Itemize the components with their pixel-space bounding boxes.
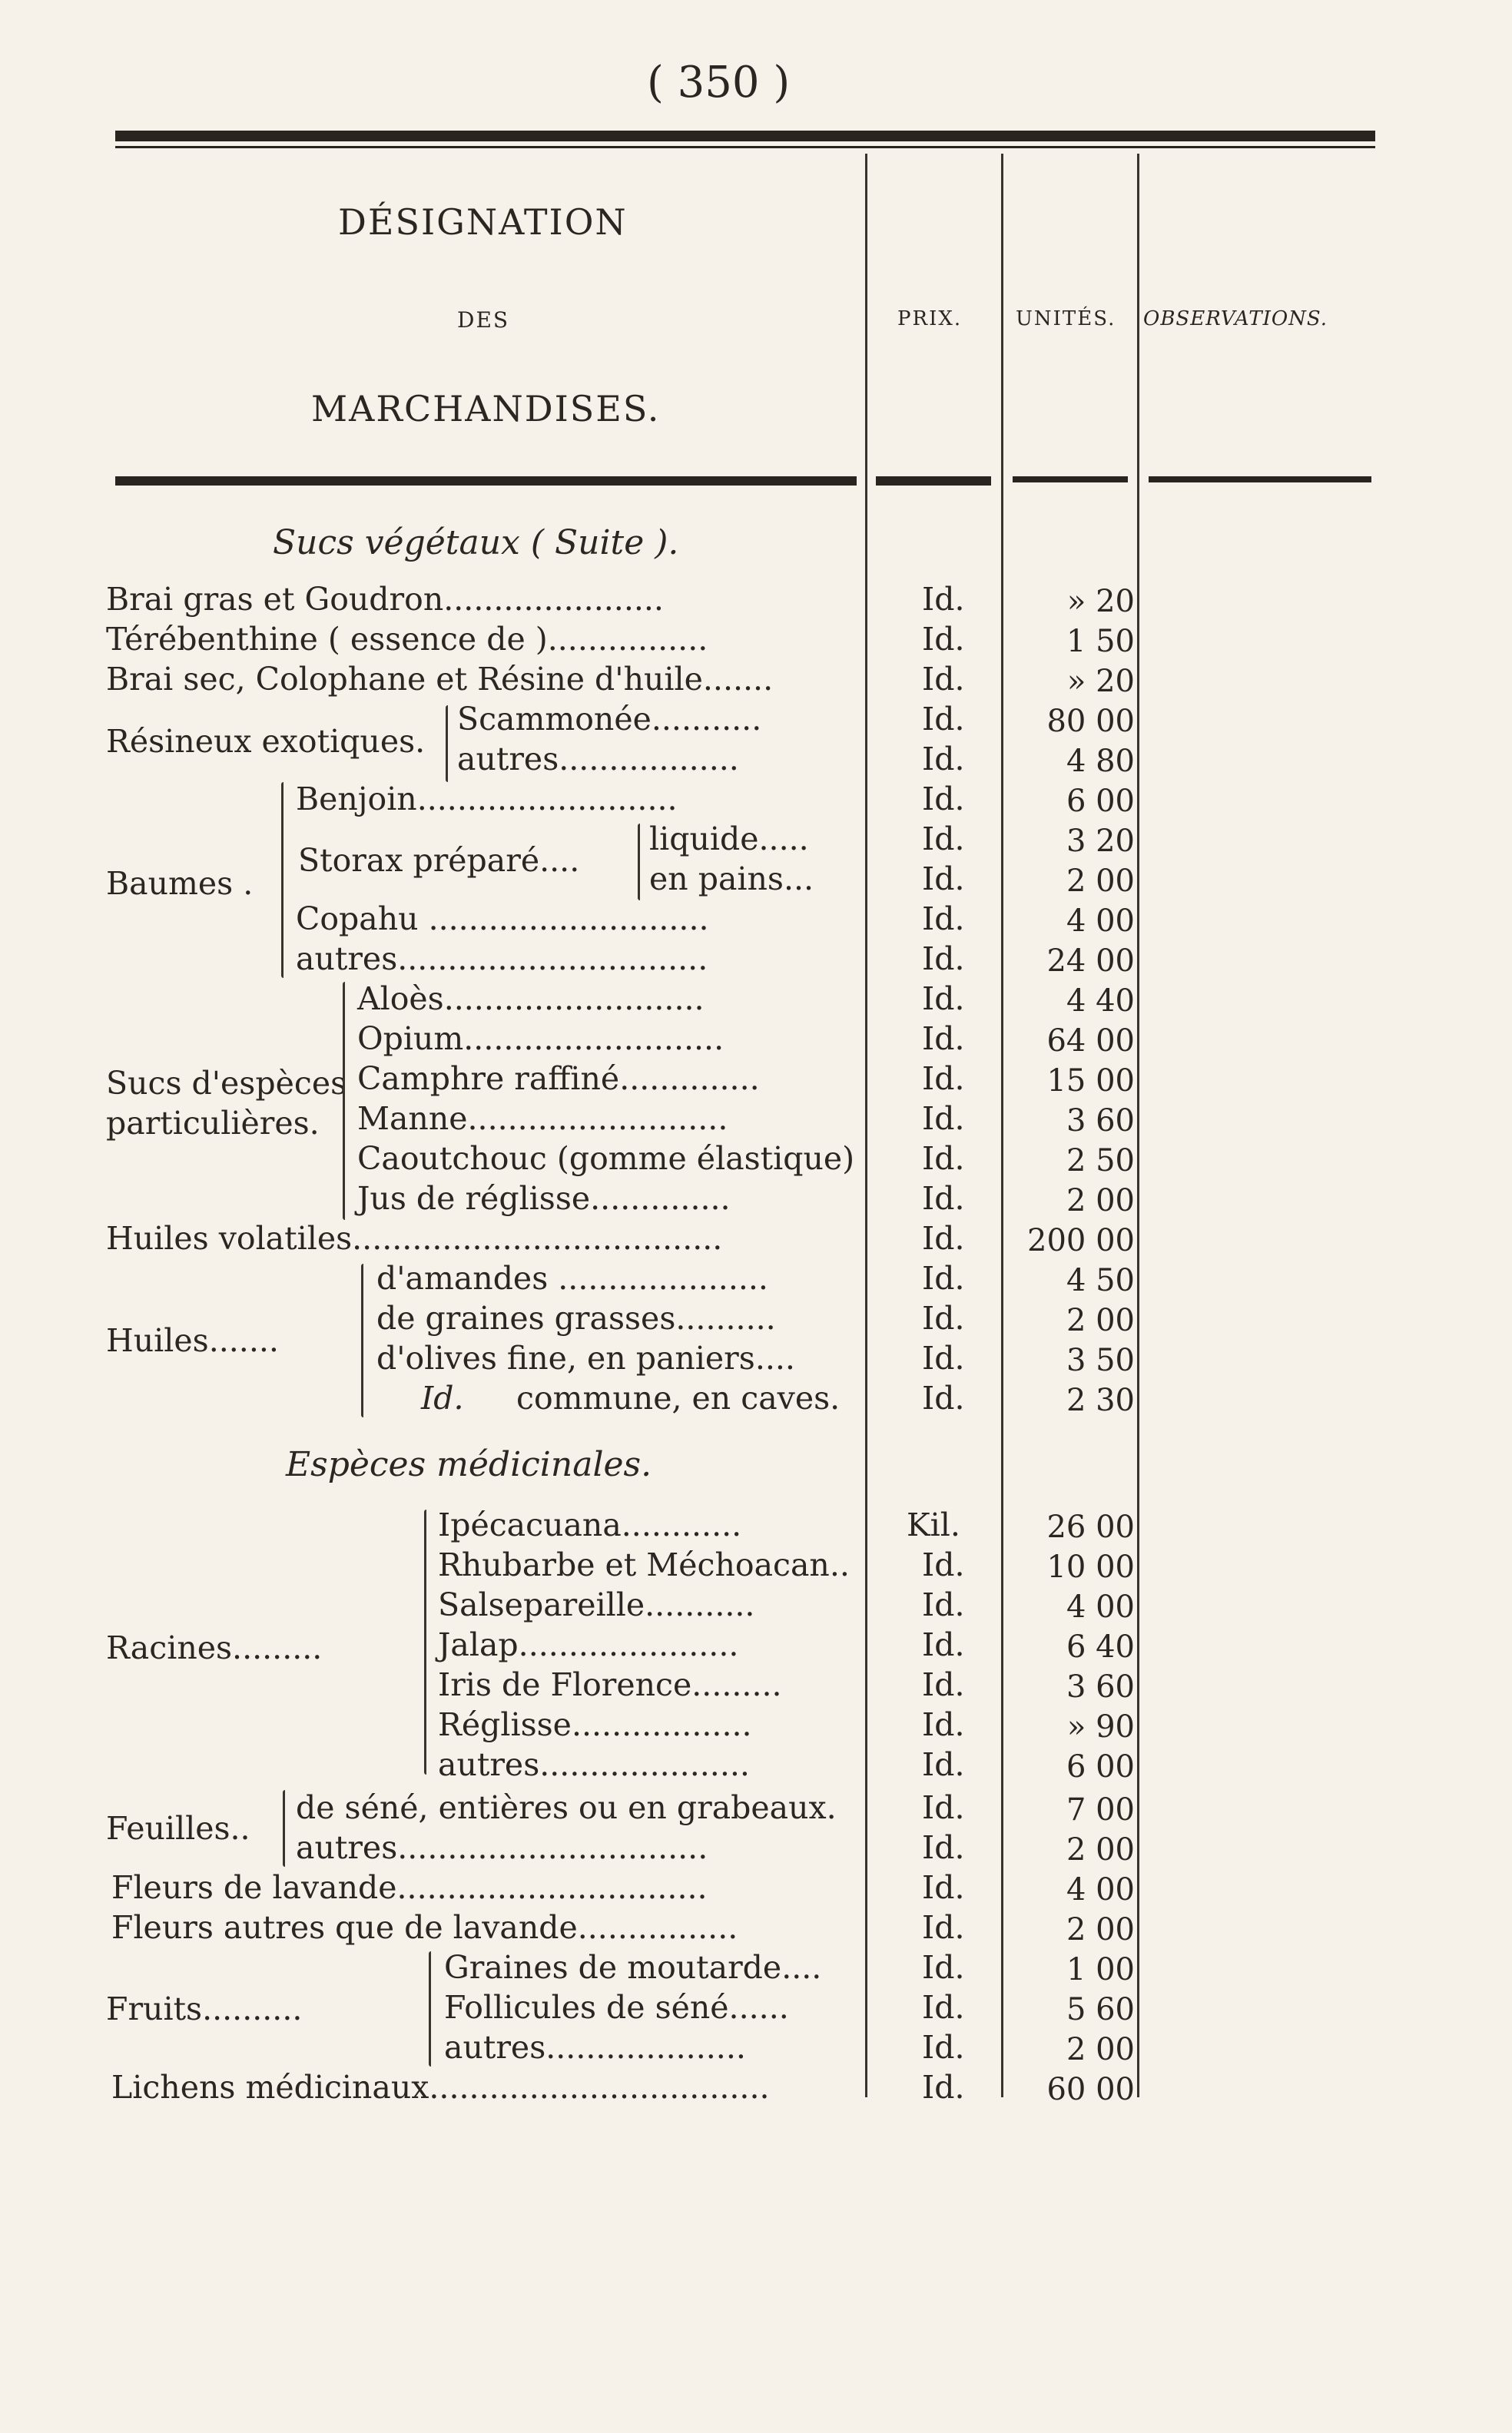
row-unite: 2 00 [1066, 2032, 1135, 2067]
row-unite: 4 80 [1066, 744, 1135, 779]
row-prix: Id. [922, 940, 965, 977]
row-unite: 7 00 [1066, 1792, 1135, 1828]
group-sucs-especes-2: particulières. [106, 1105, 320, 1142]
row-label: Copahu ............................ [296, 900, 709, 937]
row-prix: Id. [922, 781, 965, 817]
row-label: Ipécacuana............ [438, 1507, 742, 1543]
row-label: Brai sec, Colophane et Résine d'huile....... [106, 661, 774, 698]
row-prix: Id. [922, 621, 965, 658]
brace-feuilles [283, 1790, 285, 1867]
row-prix: Id. [922, 1100, 965, 1137]
row-label: Réglisse.................. [438, 1706, 752, 1743]
header-observations: OBSERVATIONS. [1143, 307, 1328, 330]
row-label: Salsepareille........... [438, 1586, 755, 1623]
row-unite: 2 00 [1066, 1832, 1135, 1868]
row-label: Térébenthine ( essence de )................ [106, 621, 708, 658]
row-label: Benjoin.......................... [296, 781, 678, 817]
group-feuilles: Feuilles.. [106, 1810, 250, 1847]
row-unite: 3 50 [1066, 1343, 1135, 1378]
header-rule-prix [876, 476, 991, 486]
row-unite: 80 00 [1046, 704, 1135, 739]
brace-sucs-especes [343, 982, 345, 1220]
row-unite: » 20 [1066, 584, 1135, 619]
row-prix: Id. [922, 1380, 965, 1417]
row-prix: Id. [922, 2069, 965, 2106]
group-huiles: Huiles....... [106, 1322, 279, 1359]
row-prix: Id. [922, 741, 965, 777]
section-especes-medicinales: Espèces médicinales. [286, 1445, 652, 1484]
row-label: Fleurs autres que de lavande................ [111, 1909, 738, 1946]
row-unite: 4 40 [1066, 983, 1135, 1019]
row-label: Graines de moutarde.... [444, 1949, 822, 1986]
row-prix: Id. [922, 1060, 965, 1097]
row-label: Opium.......................... [357, 1020, 724, 1057]
brace-racines [424, 1510, 426, 1775]
row-label: Brai gras et Goudron...................... [106, 581, 664, 618]
row-unite: 5 60 [1066, 1992, 1135, 2027]
row-unite: 60 00 [1046, 2072, 1135, 2107]
row-prix: Id. [922, 860, 965, 897]
group-sucs-especes-1: Sucs d'espèces [106, 1065, 347, 1102]
row-prix: Id. [922, 1949, 965, 1986]
header-rule-observations [1149, 476, 1371, 482]
row-unite: 64 00 [1046, 1023, 1135, 1059]
row-label: autres.................... [444, 2029, 746, 2066]
row-unite: 1 00 [1066, 1952, 1135, 1987]
row-unite: 4 00 [1066, 903, 1135, 939]
row-prix: Id. [922, 1546, 965, 1583]
row-label: Scammonée........... [457, 701, 762, 738]
row-unite: 1 50 [1066, 624, 1135, 659]
row-unite: 2 00 [1066, 863, 1135, 899]
row-unite: 2 50 [1066, 1143, 1135, 1178]
top-rule [115, 131, 1375, 141]
row-prix: Id. [922, 1586, 965, 1623]
row-unite: » 90 [1066, 1709, 1135, 1745]
row-prix: Id. [922, 581, 965, 618]
row-prix: Id. [922, 661, 965, 698]
row-label: d'olives fine, en paniers.... [376, 1340, 795, 1377]
row-prix: Id. [922, 820, 965, 857]
group-fruits: Fruits.......... [106, 1990, 303, 2027]
row-label: Jalap...................... [438, 1626, 739, 1663]
brace-storax [638, 824, 640, 900]
row-label: en pains... [649, 860, 814, 897]
group-baumes: Baumes . [106, 865, 254, 902]
row-unite: 2 00 [1066, 1303, 1135, 1338]
row-prix: Id. [922, 1140, 965, 1177]
row-prix: Id. [922, 1989, 965, 2026]
header-marchandises: MARCHANDISES. [311, 388, 661, 429]
row-unite: 24 00 [1046, 943, 1135, 979]
section-sucs-vegetaux: Sucs végétaux ( Suite ). [273, 523, 679, 562]
row-unite: » 20 [1066, 664, 1135, 699]
row-prix: Id. [922, 900, 965, 937]
top-rule-thin [115, 146, 1375, 148]
brace-huiles [361, 1264, 363, 1417]
row-prix: Id. [922, 980, 965, 1017]
group-resineux: Résineux exotiques. [106, 723, 426, 760]
header-unites: UNITÉS. [1016, 307, 1116, 330]
row-prix: Id. [922, 1666, 965, 1703]
row-unite: 4 00 [1066, 1589, 1135, 1625]
header-des: DES [457, 307, 510, 333]
brace-fruits [429, 1951, 431, 2067]
row-label: Manne.......................... [357, 1100, 728, 1137]
row-prix: Id. [922, 1180, 965, 1217]
row-prix: Kil. [907, 1507, 960, 1543]
row-label: autres............................... [296, 1829, 708, 1866]
row-prix: Id. [922, 1300, 965, 1337]
row-label: Huiles volatiles..................................... [106, 1220, 723, 1257]
row-unite: 6 40 [1066, 1629, 1135, 1665]
row-unite: 10 00 [1046, 1550, 1135, 1585]
row-unite: 26 00 [1046, 1510, 1135, 1545]
header-rule-unites [1013, 476, 1128, 482]
row-label-2: commune, en caves. [516, 1380, 841, 1417]
column-divider-observations [1137, 154, 1139, 2097]
row-prix: Id. [922, 1909, 965, 1946]
row-unite: 2 00 [1066, 1912, 1135, 1947]
row-unite: 4 00 [1066, 1872, 1135, 1908]
row-unite: 200 00 [1027, 1223, 1135, 1258]
brace-resineux [446, 705, 448, 782]
row-unite: 4 50 [1066, 1263, 1135, 1298]
row-label: de séné, entières ou en grabeaux. [296, 1789, 837, 1826]
row-unite: 15 00 [1046, 1063, 1135, 1099]
row-unite: 3 60 [1066, 1669, 1135, 1705]
row-label: autres.................. [457, 741, 739, 777]
row-label: Lichens médicinaux.................................. [111, 2069, 770, 2106]
row-prix: Id. [922, 1706, 965, 1743]
row-label: d'amandes ..................... [376, 1260, 768, 1297]
row-prix: Id. [922, 1746, 965, 1783]
row-prix: Id. [922, 1829, 965, 1866]
row-unite: 2 00 [1066, 1183, 1135, 1218]
row-label: de graines grasses.......... [376, 1300, 776, 1337]
row-prix: Id. [922, 701, 965, 738]
row-unite: 3 20 [1066, 824, 1135, 859]
header-prix: PRIX. [897, 307, 963, 330]
row-label: Jus de réglisse.............. [357, 1180, 731, 1217]
header-rule-designation [115, 476, 857, 486]
row-prix: Id. [922, 2029, 965, 2066]
row-label: Rhubarbe et Méchoacan.. [438, 1546, 850, 1583]
row-label: autres............................... [296, 940, 708, 977]
row-label: Iris de Florence......... [438, 1666, 782, 1703]
row-label: Id. [421, 1380, 464, 1417]
brace-baumes [281, 782, 284, 978]
row-prix: Id. [922, 1340, 965, 1377]
row-label: autres..................... [438, 1746, 750, 1783]
row-unite: 6 00 [1066, 784, 1135, 819]
header-designation: DÉSIGNATION [338, 201, 628, 243]
row-prix: Id. [922, 1020, 965, 1057]
row-label: Aloès.......................... [357, 980, 705, 1017]
row-label: Follicules de séné...... [444, 1989, 789, 2026]
row-prix: Id. [922, 1260, 965, 1297]
row-prix: Id. [922, 1220, 965, 1257]
row-unite: 2 30 [1066, 1383, 1135, 1418]
row-prix: Id. [922, 1626, 965, 1663]
row-unite: 6 00 [1066, 1749, 1135, 1785]
row-label: Caoutchouc (gomme élastique) [357, 1140, 855, 1177]
group-racines: Racines......... [106, 1629, 323, 1666]
row-label: Camphre raffiné.............. [357, 1060, 760, 1097]
group-storax: Storax préparé.... [298, 842, 580, 879]
row-label: Fleurs de lavande............................... [111, 1869, 708, 1906]
column-divider-prix [865, 154, 867, 2097]
row-label: liquide..... [649, 820, 809, 857]
row-prix: Id. [922, 1789, 965, 1826]
page-number: ( 350 ) [647, 58, 791, 108]
row-prix: Id. [922, 1869, 965, 1906]
row-unite: 3 60 [1066, 1103, 1135, 1139]
